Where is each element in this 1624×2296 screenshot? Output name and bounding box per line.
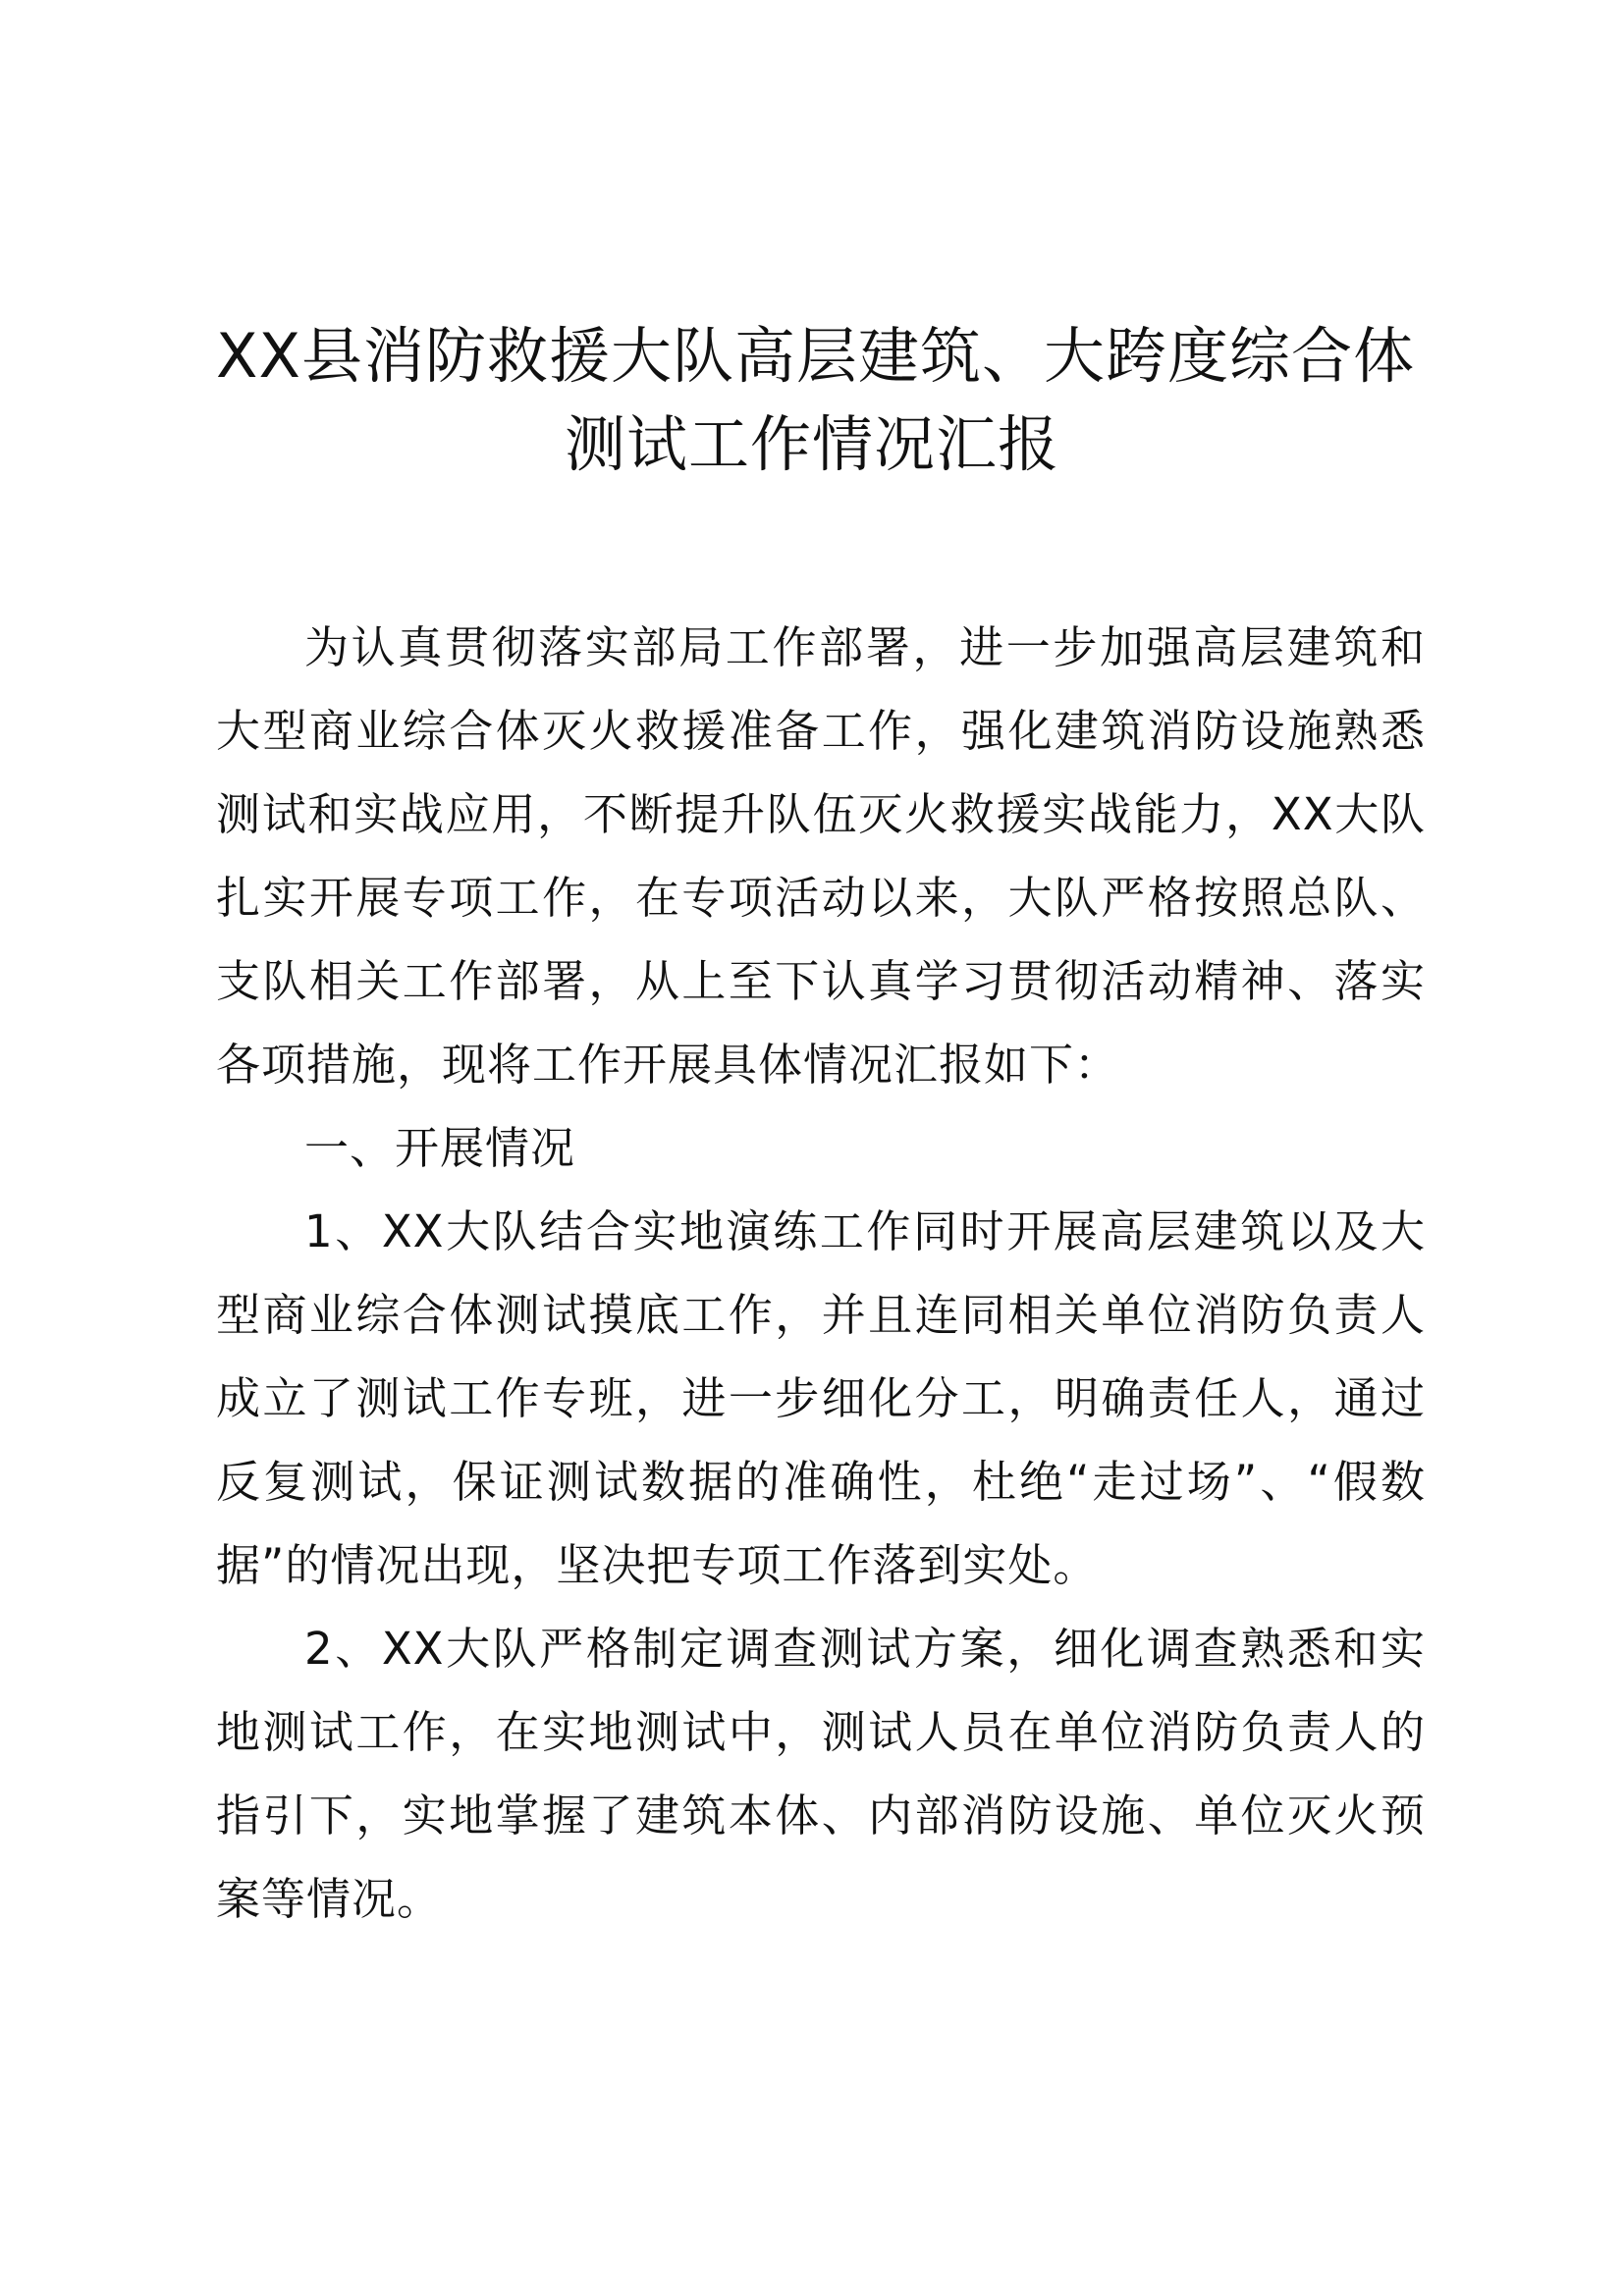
title-line-1: XX县消防救援大队高层建筑、大跨度综合体 [216, 320, 1415, 392]
title-line-2: 测试工作情况汇报 [564, 408, 1059, 480]
document-body [216, 606, 1426, 1941]
intro-paragraph: 为认真贯彻落实部局工作部署，进一步加强高层建筑和大型商业综合体灭火救援准备工作，强化建筑消防设施熟悉测试和实战应用，不断提升队伍灭火救援实战能力，XX大队扎实开展专项工作，在专项活动以来，大队严格按照总队、支队相关工作部署，从上至下认真学习贯彻活动精神、落实各项措施，现将工作开展具体情况汇报如下： [216, 621, 1426, 1091]
item-paragraph-1: 1、XX大队结合实地演练工作同时开展高层建筑以及大型商业综合体测试摸底工作，并且连同相关单位消防负责人成立了测试工作专班，进一步细化分工，明确责任人，通过反复测试，保证测试数据的准确性，杜绝“走过场”、“假数据”的情况出现，坚决把专项工作落到实处。 [216, 1205, 1426, 1591]
section-heading-1: 一、开展情况 [304, 1122, 576, 1174]
document-title [216, 312, 1415, 489]
item-paragraph-2: 2、XX大队严格制定调查测试方案，细化调查熟悉和实地测试工作，在实地测试中，测试人员在单位消防负责人的指引下，实地掌握了建筑本体、内部消防设施、单位灭火预案等情况。 [216, 1623, 1426, 1925]
